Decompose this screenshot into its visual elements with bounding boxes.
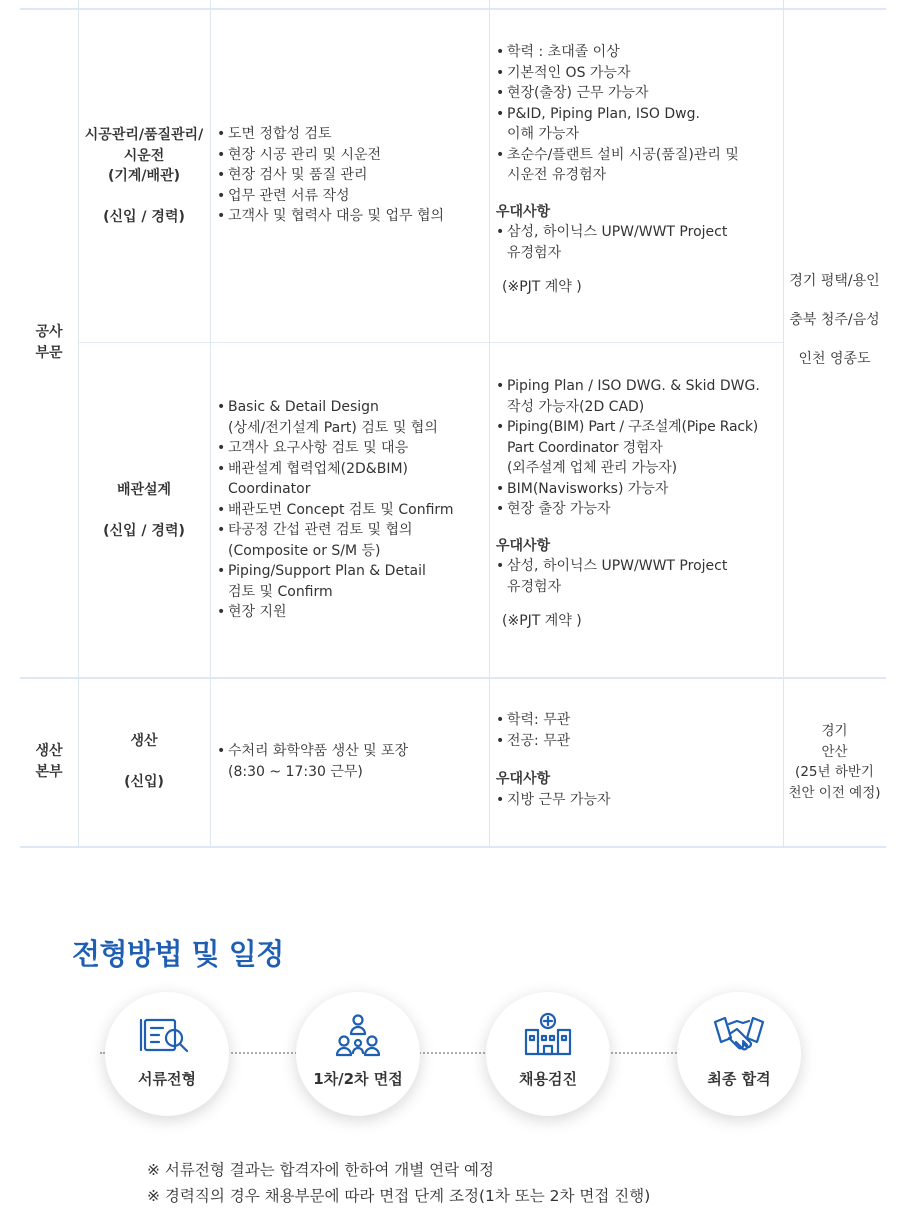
- list-item: • Basic & Detail Design (상세/전기설계 Part) 검토 및 협의: [217, 397, 489, 438]
- division-construction: 공사 부문: [35, 324, 63, 361]
- preferred-list: [496, 790, 783, 811]
- requirements-list: [496, 42, 783, 186]
- requirements-block: [496, 42, 783, 298]
- duties-list: [217, 124, 487, 227]
- list-item: • Piping Plan / ISO DWG. & Skid DWG. 작성 가능자(2D CAD): [496, 376, 785, 417]
- preferred-list: [496, 556, 785, 597]
- requirements-block: [496, 376, 785, 632]
- list-item: • 업무 관련 서류 작성: [217, 186, 487, 207]
- list-item: • 현장 검사 및 품질 관리: [217, 165, 487, 186]
- step-label: 채용검진: [519, 1070, 577, 1088]
- step-label: 서류전형: [138, 1070, 196, 1088]
- step-document-screening: [105, 992, 229, 1116]
- step-medical-check: [486, 992, 610, 1116]
- list-item: • 현장(출장) 근무 가능자: [496, 83, 783, 104]
- list-item: • 전공: 무관: [496, 731, 783, 752]
- list-item: • 초순수/플랜트 설비 시공(품질)관리 및 시운전 유경험자: [496, 145, 783, 186]
- step-label: 최종 합격: [707, 1070, 771, 1088]
- list-item: • 수처리 화학약품 생산 및 포장 (8:30 ~ 17:30 근무): [217, 741, 487, 782]
- position-piping-design: 배관설계 (신입 / 경력): [103, 482, 185, 539]
- row-divider: [78, 342, 783, 343]
- position-production: 생산 (신입): [124, 733, 164, 790]
- duties-list: [217, 397, 489, 623]
- division-production: 생산 본부: [35, 743, 63, 780]
- list-item: • 고객사 및 협력사 대응 및 업무 협의: [217, 206, 487, 227]
- list-item: • 타공정 간섭 관련 검토 및 협의 (Composite or S/M 등): [217, 520, 489, 561]
- list-item: • 배관설계 협력업체(2D&BIM) Coordinator: [217, 459, 489, 500]
- list-item: • 학력: 무관: [496, 710, 783, 731]
- preferred-heading: 우대사항: [496, 537, 551, 554]
- preferred-heading: 우대사항: [496, 771, 551, 787]
- preferred-heading: 우대사항: [496, 203, 551, 220]
- hospital-icon: [518, 1012, 578, 1058]
- list-item: • Piping/Support Plan & Detail 검토 및 Confirm: [217, 561, 489, 602]
- section-title: 전형방법 및 일정: [72, 937, 284, 971]
- location-production: 경기 안산 (25년 하반기 천안 이전 예정): [788, 723, 881, 801]
- list-item: • 도면 정합성 검토: [217, 124, 487, 145]
- table-top-rule: [20, 8, 886, 10]
- step-final-pass: [677, 992, 801, 1116]
- process-note: ※ 경력직의 경우 채용부문에 따라 면접 단계 조정(1차 또는 2차 면접 진행): [147, 1187, 651, 1205]
- list-item: • 현장 출장 가능자: [496, 499, 785, 520]
- duties-list: [217, 741, 487, 782]
- list-item: • 현장 지원: [217, 602, 489, 623]
- table-bottom-rule: [20, 846, 886, 848]
- position-construction-management: 시공관리/품질관리/ 시운전 (기계/배관) (신입 / 경력): [84, 127, 204, 225]
- list-item: • 학력 : 초대졸 이상: [496, 42, 783, 63]
- list-item: • 지방 근무 가능자: [496, 790, 783, 811]
- list-item: • 삼성, 하이닉스 UPW/WWT Project 유경험자: [496, 556, 785, 597]
- list-item: • P&ID, Piping Plan, ISO Dwg. 이해 가능자: [496, 104, 783, 145]
- interview-people-icon: [328, 1012, 388, 1058]
- requirements-block: [496, 710, 783, 810]
- recruitment-table: [20, 0, 886, 848]
- preferred-list: [496, 222, 783, 263]
- section-divider: [20, 677, 886, 679]
- list-item: • BIM(Navisworks) 가능자: [496, 479, 785, 500]
- handshake-icon: [709, 1012, 769, 1058]
- location-construction: 경기 평택/용인 충북 청주/음성 인천 영종도: [789, 273, 880, 367]
- requirements-list: [496, 376, 785, 520]
- list-item: • 삼성, 하이닉스 UPW/WWT Project 유경험자: [496, 222, 783, 263]
- list-item: • 고객사 요구사항 검토 및 대응: [217, 438, 489, 459]
- list-item: • 현장 시공 관리 및 시운전: [217, 145, 487, 166]
- column-divider: [210, 0, 211, 847]
- column-divider: [489, 0, 490, 847]
- process-note: ※ 서류전형 결과는 합격자에 한하여 개별 연락 예정: [147, 1161, 494, 1179]
- contract-note: (※PJT 계약 ): [502, 613, 582, 629]
- requirements-list: [496, 710, 783, 751]
- list-item: • 배관도면 Concept 검토 및 Confirm: [217, 500, 489, 521]
- contract-note: (※PJT 계약 ): [502, 279, 582, 295]
- step-label: 1차/2차 면접: [313, 1070, 403, 1088]
- list-item: • 기본적인 OS 가능자: [496, 63, 783, 84]
- step-interview: [296, 992, 420, 1116]
- document-search-icon: [137, 1012, 197, 1058]
- list-item: • Piping(BIM) Part / 구조설계(Pipe Rack) Part Coordinator 경험자 (외주설계 업체 관리 가능자): [496, 417, 785, 479]
